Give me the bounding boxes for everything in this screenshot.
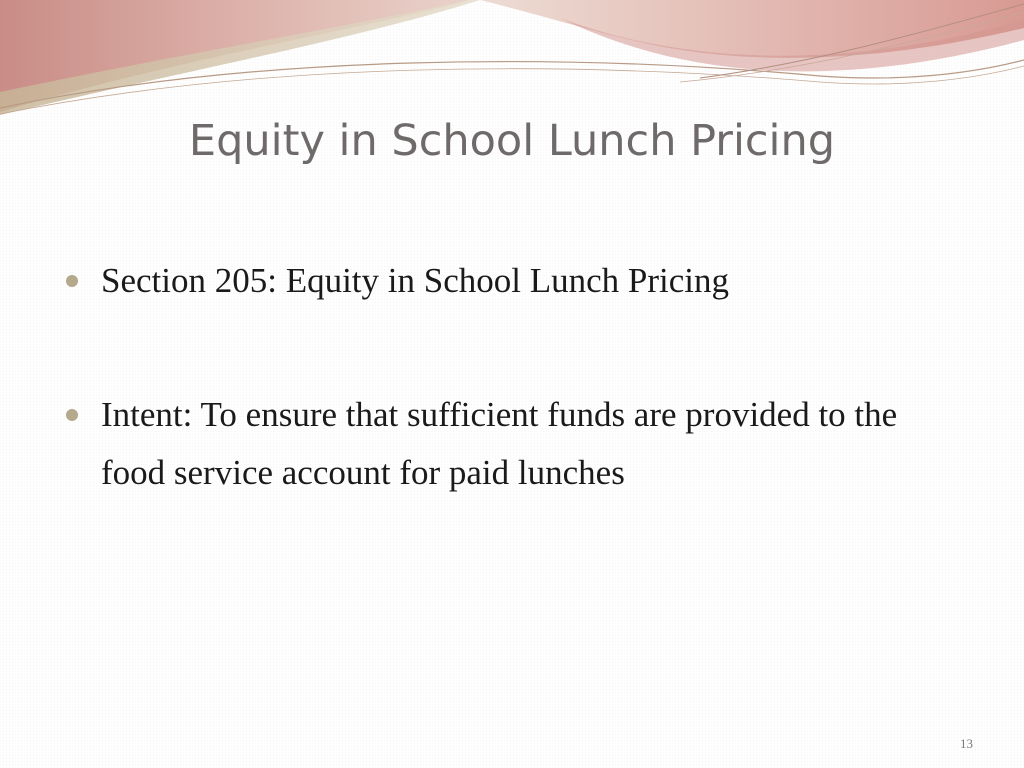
bullet-text: Intent: To ensure that sufficient funds are provided to the food service account for paid lunches [101, 395, 898, 492]
bullet-marker-icon [66, 409, 78, 421]
bullet-marker-icon [66, 275, 78, 287]
bullet-item [64, 252, 924, 310]
slide-number: 13 [960, 736, 973, 751]
bullet-list [64, 252, 924, 502]
bullet-item [64, 386, 924, 502]
decorative-wave-header [0, 0, 1024, 130]
bullet-text: Section 205: Equity in School Lunch Pricing [101, 261, 730, 300]
slide-title: Equity in School Lunch Pricing [188, 116, 836, 166]
